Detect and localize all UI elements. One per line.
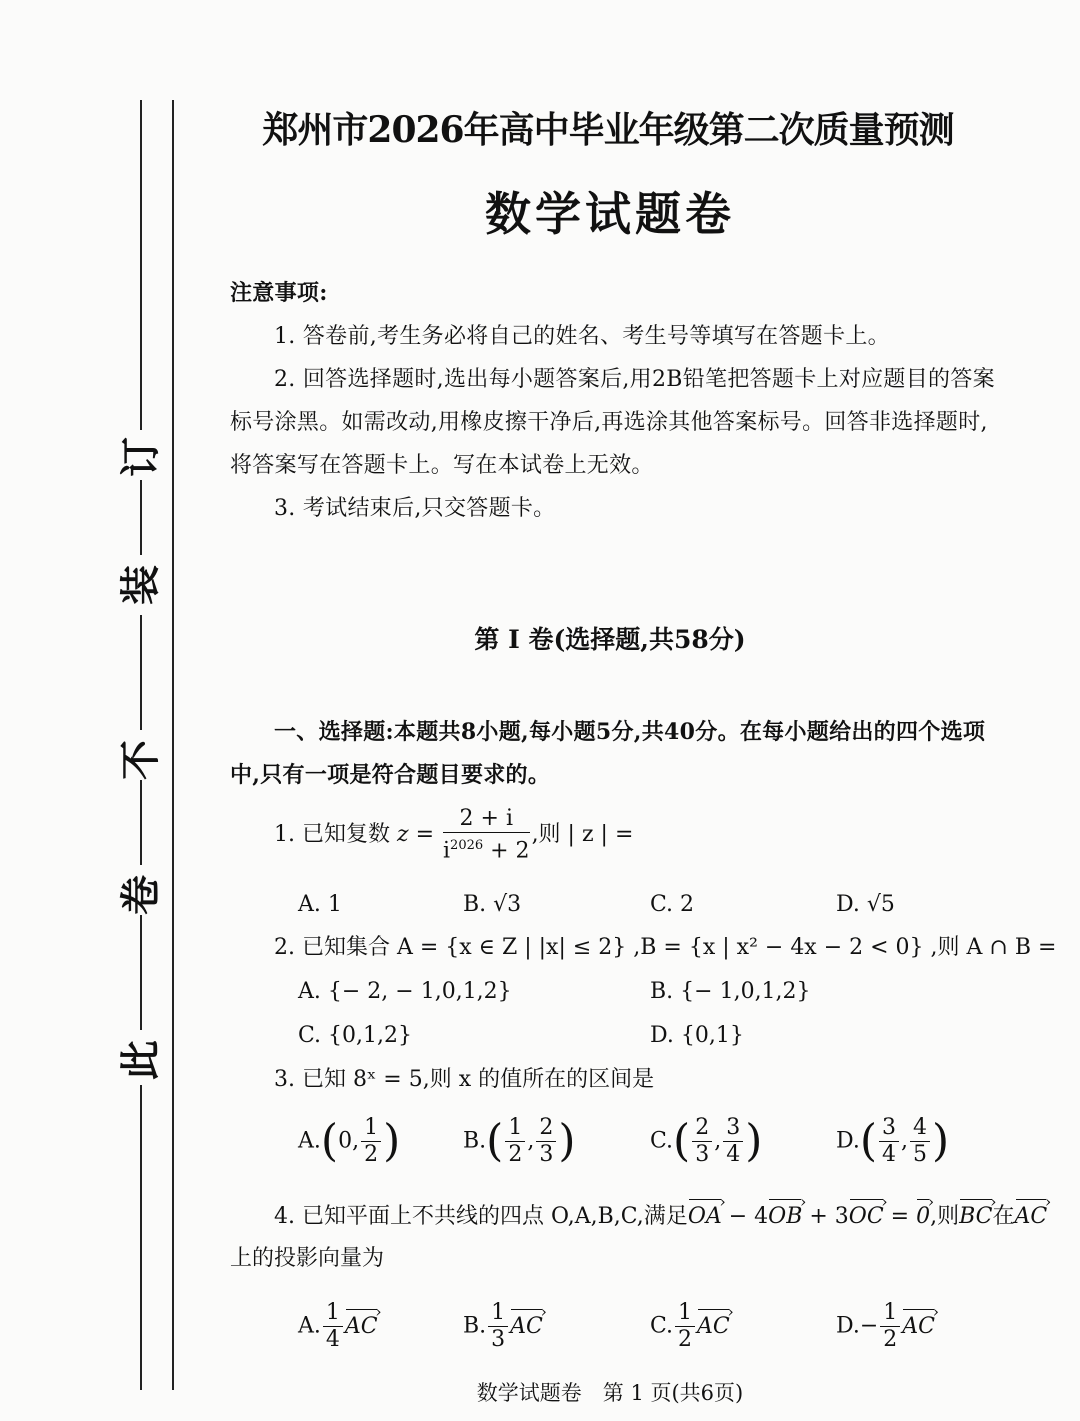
q1-option-c: C. 2 [650,892,695,917]
page-footer: 数学试题卷 第 1 页(共6页) [476,1381,744,1405]
binding-char: 卷 [118,875,164,915]
q2-option-b: B. {− 1,0,1,2} [650,979,811,1004]
question-4: 4. 已知平面上不共线的四点 O,A,B,C,满足OA › − 4OB › + 3OC › = 0 ›,则BC ›在AC › [274,1202,1047,1232]
binding-line [172,100,174,1390]
binding-dash [140,480,142,555]
q2-option-c: C. {0,1,2} [298,1023,413,1048]
binding-dash [140,915,142,1030]
exam-title: 郑州市2026年高中毕业年级第二次质量预测 [262,109,954,151]
question-2: 2. 已知集合 A = {x ∈ Z | |x| ≤ 2} ,B = {x | x² − 4x − 2 < 0} ,则 A ∩ B = [274,935,1057,960]
binding-dash [140,780,142,865]
q2-option-a: A. {− 2, − 1,0,1,2} [298,979,512,1004]
question-3: 3. 已知 8ˣ = 5,则 x 的值所在的区间是 [274,1067,655,1092]
q4-option-a: A. $\frac{1}{4}$ AC › [298,1300,378,1353]
notice-item: 3. 考试结束后,只交答题卡。 [274,496,556,521]
q3-option-d: D.( $\frac{3}{4}$ , $\frac{4}{5}$ ) [836,1115,950,1167]
notice-item: 1. 答卷前,考生务必将自己的姓名、考生号等填写在答题卡上。 [274,324,890,349]
question-1: 1. 已知复数 z = $\frac{2 + i}{i^{2026} + 2}$ ,则 | z | = [274,806,634,864]
q1-option-d: D. √5 [836,892,895,917]
q3-option-a: A.(0, $\frac{1}{2}$ ) [298,1115,401,1167]
q2-option-d: D. {0,1} [650,1023,744,1048]
notice-item: 2. 回答选择题时,选出每小题答案后,用2B铅笔把答题卡上对应题目的答案标号涂黑。如需改动,用橡皮擦干净后,再选涂其他答案标号。回答非选择题时,将答案写在答题卡上。写在本试卷上无效。 [230,367,995,478]
q1-option-a: A. 1 [298,892,342,917]
binding-char: 订 [118,437,164,477]
binding-char: 此 [118,1040,164,1080]
q4-option-d: D.− $\frac{1}{2}$ AC › [836,1300,935,1353]
q4-option-b: B. $\frac{1}{3}$ AC › [463,1300,543,1353]
binding-dash [140,1085,142,1390]
q4-option-c: C. $\frac{1}{2}$ AC › [650,1300,730,1353]
section-title: 第 Ⅰ 卷(选择题,共58分) [474,625,746,654]
q1-fraction: $\frac{2 + i}{i^{2026} + 2}$ [443,806,530,864]
q3-option-b: B.( $\frac{1}{2}$ , $\frac{2}{3}$ ) [463,1115,576,1167]
paper-title: 数学试题卷 [485,187,735,241]
q1-option-b: B. √3 [463,892,522,917]
notice-heading: 注意事项: [230,280,328,306]
part-intro: 一、选择题:本题共8小题,每小题5分,共40分。在每小题给出的四个选项中,只有一项是符合题目要求的。 [230,719,986,788]
question-4-line2: 上的投影向量为 [230,1246,385,1271]
binding-char: 装 [118,565,164,605]
binding-char: 不 [118,740,164,780]
q3-option-c: C.( $\frac{2}{3}$ , $\frac{3}{4}$ ) [650,1115,763,1167]
